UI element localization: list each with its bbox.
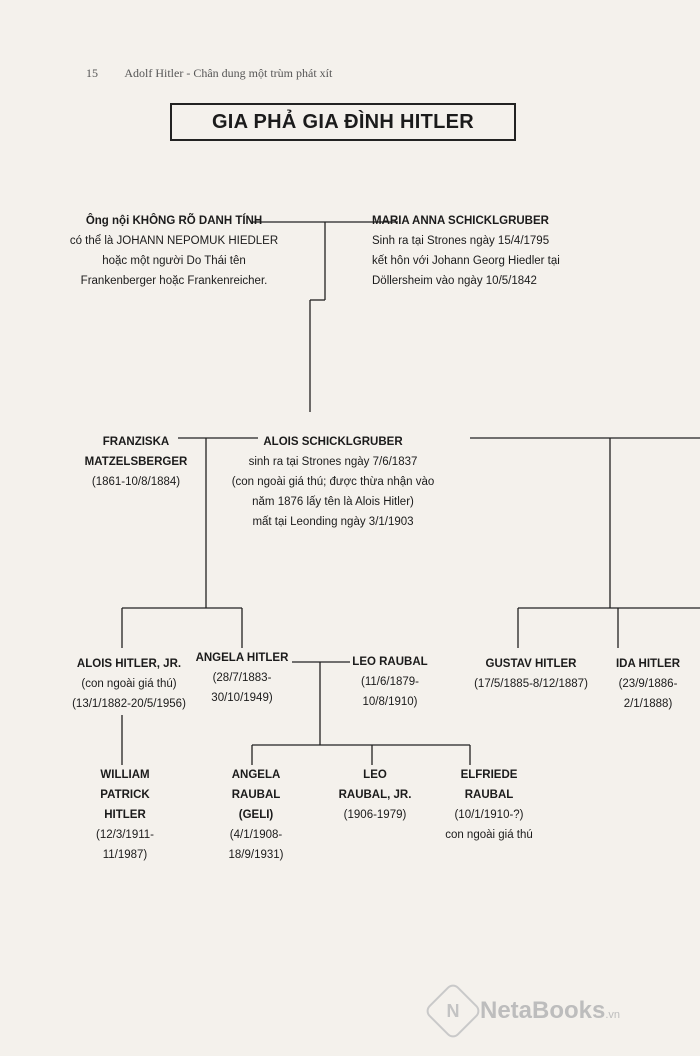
- geli-line-2: 18/9/1931): [228, 849, 284, 861]
- elfriede-node: [434, 765, 544, 845]
- grandfather-line-3: Frankenberger hoặc Frankenreicher.: [80, 275, 268, 287]
- geli-node: [216, 765, 296, 865]
- elfriede-name-2: RAUBAL: [464, 789, 514, 801]
- gustav-dates: (17/5/1885-8/12/1887): [474, 678, 588, 690]
- angela-name: ANGELA HITLER: [195, 652, 289, 664]
- leo-raubal-line-1: (11/6/1879-: [361, 676, 419, 688]
- running-title: Adolf Hitler - Chân dung một trùm phát xít: [124, 66, 333, 80]
- leo-raubal-name: LEO RAUBAL: [352, 656, 428, 668]
- franziska-name-2: MATZELSBERGER: [84, 456, 188, 468]
- william-name-1: WILLIAM: [100, 769, 150, 781]
- franziska-node: [76, 432, 196, 492]
- grandfather-line-1: có thể là JOHANN NEPOMUK HIEDLER: [69, 235, 279, 247]
- geli-name-2: RAUBAL: [231, 789, 281, 801]
- elfriede-line-2: con ngoài giá thú: [445, 829, 533, 841]
- grandfather-line-2: hoặc một người Do Thái tên: [102, 255, 246, 267]
- elfriede-name-1: ELFRIEDE: [460, 769, 518, 781]
- gustav-name: GUSTAV HITLER: [485, 658, 577, 670]
- alois-line-4: mất tại Leonding ngày 3/1/1903: [252, 516, 414, 528]
- maria-line-2: kết hôn với Johann Georg Hiedler tại: [372, 255, 560, 267]
- angela-line-2: 30/10/1949): [211, 692, 273, 704]
- maria-line-1: Sinh ra tại Strones ngày 15/4/1795: [372, 235, 550, 247]
- leo-jr-name-2: RAUBAL, JR.: [338, 789, 412, 801]
- angela-node: [192, 648, 292, 708]
- angela-line-1: (28/7/1883-: [212, 672, 272, 684]
- alois-line-2: (con ngoài giá thú; được thừa nhận vào: [231, 476, 435, 488]
- alois-jr-line-2: (13/1/1882-20/5/1956): [72, 698, 186, 710]
- grandfather-name: Ông nội KHÔNG RÕ DANH TÍNH: [85, 215, 263, 227]
- alois-jr-name: ALOIS HITLER, JR.: [76, 658, 182, 670]
- ida-name: IDA HITLER: [615, 658, 681, 670]
- alois-node: [218, 432, 448, 532]
- leo-jr-dates: (1906-1979): [343, 809, 407, 821]
- alois-name: ALOIS SCHICKLGRUBER: [263, 436, 403, 448]
- william-name-3: HITLER: [104, 809, 146, 821]
- family-tree-title: GIA PHẢ GIA ĐÌNH HITLER: [170, 103, 516, 141]
- netabooks-logo-icon: N: [423, 981, 482, 1040]
- alois-line-1: sinh ra tại Strones ngày 7/6/1837: [248, 456, 418, 468]
- maria-node: [372, 211, 610, 291]
- leo-raubal-line-2: 10/8/1910): [362, 696, 418, 708]
- alois-jr-line-1: (con ngoài giá thú): [81, 678, 177, 690]
- alois-jr-node: [64, 654, 194, 714]
- william-line-2: 11/1987): [102, 849, 148, 861]
- geli-name-1: ANGELA: [231, 769, 281, 781]
- franziska-dates: (1861-10/8/1884): [91, 476, 181, 488]
- geli-line-1: (4/1/1908-: [229, 829, 283, 841]
- geli-name-3: (GELI): [238, 809, 274, 821]
- page-number: 15: [86, 66, 98, 80]
- william-node: [80, 765, 170, 865]
- leo-jr-name-1: LEO: [363, 769, 387, 781]
- maria-line-3: Döllersheim vào ngày 10/5/1842: [372, 275, 537, 287]
- ida-node: [600, 654, 696, 714]
- ida-line-1: (23/9/1886-: [618, 678, 678, 690]
- grandfather-node: [64, 211, 284, 291]
- franziska-name-1: FRANZISKA: [102, 436, 170, 448]
- leo-jr-node: [330, 765, 420, 825]
- leo-raubal-node: [350, 652, 430, 712]
- maria-name: MARIA ANNA SCHICKLGRUBER: [372, 215, 549, 227]
- william-line-1: (12/3/1911-: [96, 829, 154, 841]
- alois-line-3: năm 1876 lấy tên là Alois Hitler): [252, 496, 414, 508]
- gustav-node: [466, 654, 596, 694]
- ida-line-2: 2/1/1888): [623, 698, 673, 710]
- watermark: [432, 990, 620, 1032]
- elfriede-line-1: (10/1/1910-?): [454, 809, 524, 821]
- william-name-2: PATRICK: [100, 789, 150, 801]
- watermark-brand: NetaBooks.vn: [480, 997, 621, 1024]
